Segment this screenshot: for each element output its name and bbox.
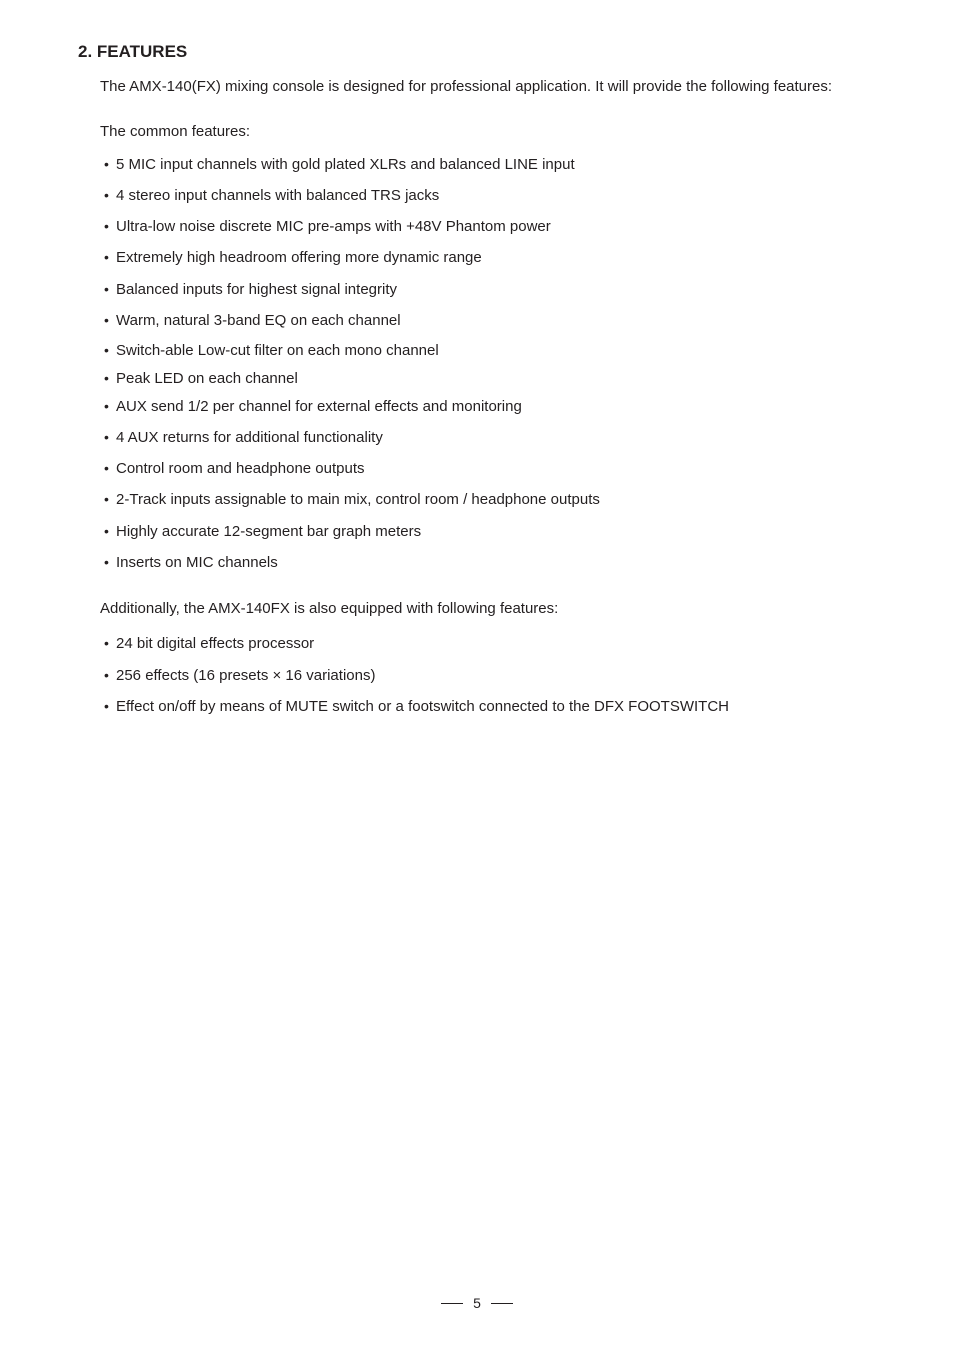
list-item bbox=[104, 311, 401, 330]
bullet-icon: • bbox=[104, 249, 109, 265]
list-item bbox=[104, 397, 522, 416]
list-item bbox=[104, 217, 551, 236]
list-item-text: Peak LED on each channel bbox=[116, 370, 298, 387]
fx-features-heading: Additionally, the AMX-140FX is also equipped with following features: bbox=[100, 600, 559, 617]
bullet-icon: • bbox=[104, 187, 109, 203]
list-item bbox=[104, 428, 383, 447]
list-item-text: 5 MIC input channels with gold plated XLRs and balanced LINE input bbox=[116, 156, 575, 173]
list-item-text: 2-Track inputs assignable to main mix, control room / headphone outputs bbox=[116, 491, 600, 508]
list-item bbox=[104, 186, 439, 205]
list-item-text: Highly accurate 12-segment bar graph meters bbox=[116, 523, 422, 540]
bullet-icon: • bbox=[104, 523, 109, 539]
footer-rule-right bbox=[491, 1303, 513, 1304]
list-item-text: Ultra-low noise discrete MIC pre-amps with +48V Phantom power bbox=[116, 218, 551, 235]
list-item-text: AUX send 1/2 per channel for external effects and monitoring bbox=[116, 398, 522, 415]
list-item bbox=[104, 248, 482, 267]
list-item bbox=[104, 341, 439, 360]
list-item-text: Effect on/off by means of MUTE switch or a footswitch connected to the DFX FOOTSWITCH bbox=[116, 698, 730, 715]
bullet-icon: • bbox=[104, 370, 109, 386]
list-item-text: Extremely high headroom offering more dynamic range bbox=[116, 249, 482, 266]
list-item-text: 256 effects (16 presets × 16 variations) bbox=[116, 667, 376, 684]
list-item bbox=[104, 634, 314, 653]
bullet-icon: • bbox=[104, 398, 109, 414]
list-item-text: Inserts on MIC channels bbox=[116, 554, 278, 571]
list-item bbox=[104, 490, 600, 509]
bullet-icon: • bbox=[104, 342, 109, 358]
bullet-icon: • bbox=[104, 281, 109, 297]
list-item-text: Balanced inputs for highest signal integrity bbox=[116, 281, 398, 298]
list-item-text: Switch-able Low-cut filter on each mono channel bbox=[116, 342, 439, 359]
bullet-icon: • bbox=[104, 429, 109, 445]
list-item-text: Control room and headphone outputs bbox=[116, 460, 365, 477]
section-title: 2. FEATURES bbox=[78, 42, 188, 61]
list-item-text: 24 bit digital effects processor bbox=[116, 635, 315, 652]
list-item bbox=[104, 280, 397, 299]
intro-paragraph: The AMX-140(FX) mixing console is designed for professional application. It will provide the following features: bbox=[100, 78, 833, 95]
bullet-icon: • bbox=[104, 156, 109, 172]
bullet-icon: • bbox=[104, 698, 109, 714]
bullet-icon: • bbox=[104, 460, 109, 476]
list-item bbox=[104, 369, 298, 388]
bullet-icon: • bbox=[104, 312, 109, 328]
bullet-icon: • bbox=[104, 667, 109, 683]
bullet-icon: • bbox=[104, 491, 109, 507]
bullet-icon: • bbox=[104, 635, 109, 651]
footer-rule-left bbox=[441, 1303, 463, 1304]
bullet-icon: • bbox=[104, 554, 109, 570]
list-item bbox=[104, 459, 365, 478]
page-footer bbox=[0, 1295, 954, 1311]
list-item bbox=[104, 155, 575, 174]
list-item-text: 4 stereo input channels with balanced TRS jacks bbox=[116, 187, 440, 204]
common-features-heading: The common features: bbox=[100, 123, 251, 140]
bullet-icon: • bbox=[104, 218, 109, 234]
list-item bbox=[104, 522, 421, 541]
list-item bbox=[104, 697, 729, 716]
list-item bbox=[104, 666, 375, 685]
page-number: 5 bbox=[473, 1295, 481, 1311]
list-item-text: Warm, natural 3-band EQ on each channel bbox=[116, 312, 401, 329]
list-item-text: 4 AUX returns for additional functionality bbox=[116, 429, 383, 446]
list-item bbox=[104, 553, 278, 572]
